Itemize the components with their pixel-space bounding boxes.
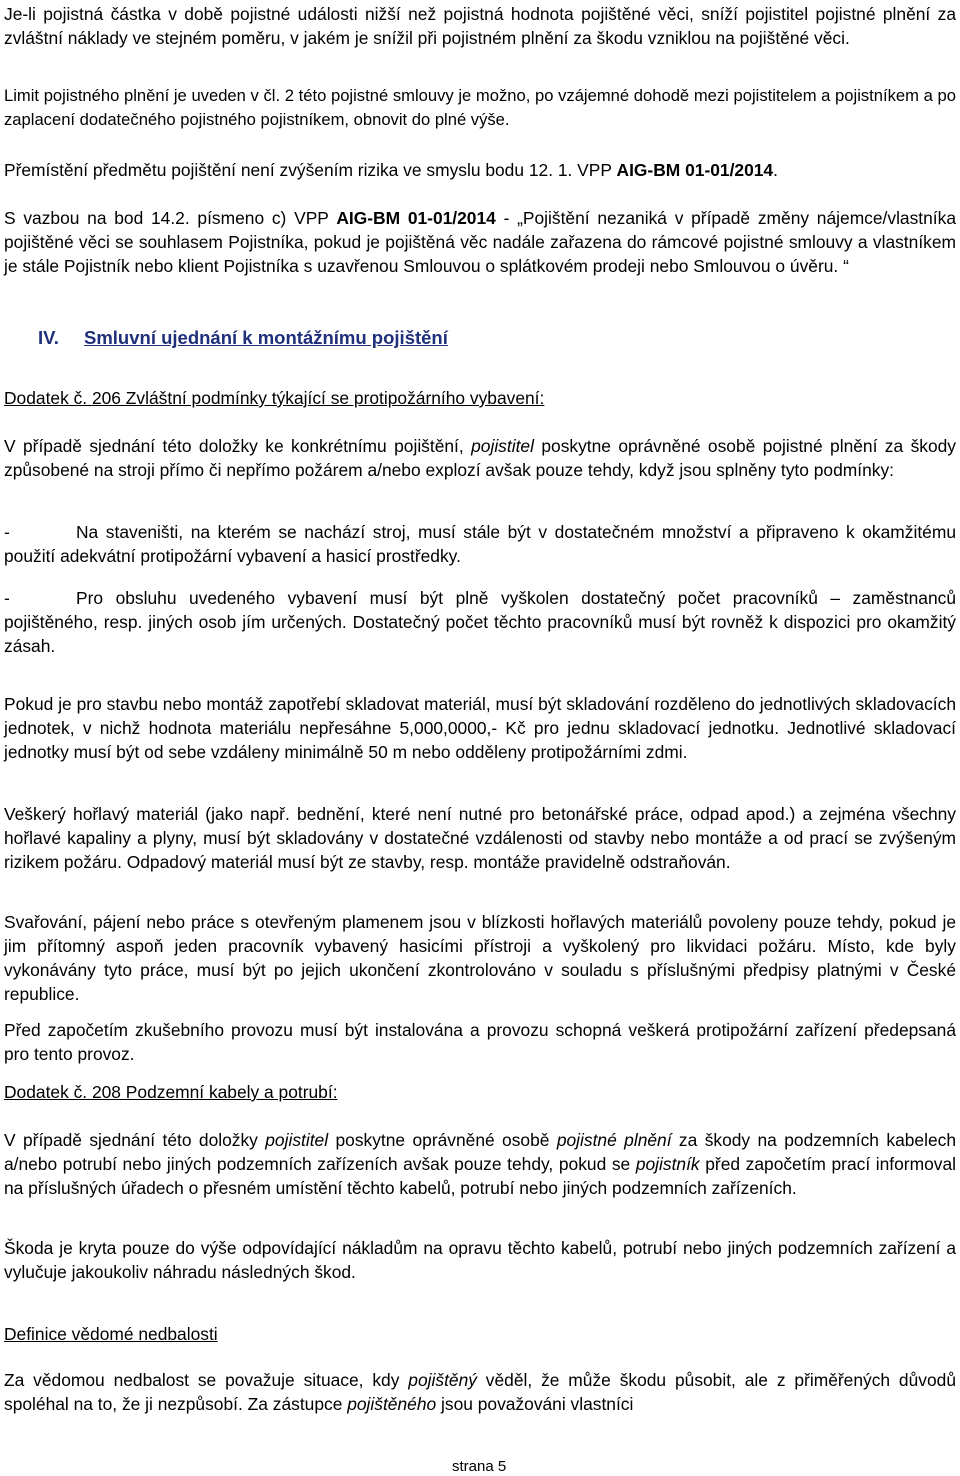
section-heading: [38, 326, 448, 350]
page-number: strana 5: [452, 1458, 507, 1475]
paragraph-test-run: Před započetím zkušebního provozu musí být instalována a provozu schopná veškerá protipožární zařízení předepsaná pro tento provoz.: [4, 1020, 956, 1064]
paragraph-limit: Limit pojistného plnění je uveden v čl. 2 této pojistné smlouvy je možno, po vzájemné dohodě mezi pojistitelem a pojistníkem a po zaplacení dodatečného pojistného pojistníkem, obnovit do plné výše.: [4, 86, 956, 129]
paragraph-relocation: Přemístění předmětu pojištění není zvýšením rizika ve smyslu bodu 12. 1. VPP AIG-BM 01-01/2014.: [4, 160, 778, 180]
paragraph-flammable: Veškerý hořlavý materiál (jako např. bednění, které není nutné pro betonářské práce, odpad apod.) a zejména všechny hořlavé kapaliny a plyny, musí být skladovány v dostatečné vzdálenosti od stavby nebo montáže a od prací se zvýšeným rizikem požáru. Odpadový materiál musí být ze stavby, resp. montáže pravidelně odstraňován.: [4, 804, 956, 872]
addendum-208-paragraph-2: Škoda je kryta pouze do výše odpovídající nákladům na opravu těchto kabelů, potrubí nebo jiných podzemních zařízení a vylučuje jakoukoliv náhradu následných škod.: [4, 1238, 956, 1282]
section-number: IV.: [38, 327, 59, 348]
paragraph-welding: Svařování, pájení nebo práce s otevřeným plamenem jsou v blízkosti hořlavých materiálů povoleny pouze tehdy, pokud je jim přítomný aspoň jeden pracovník vybavený hasicími přístroji a vyškolený pro likvidaci požáru. Místo, kde byly vykonávány tyto práce, musí být po jejich ukončení zkontrolováno v souladu s příslušnými předpisy platnými v České republice.: [4, 912, 956, 1004]
paragraph-sum-insured: Je-li pojistná částka v době pojistné události nižší než pojistná hodnota pojištěné věci, sníží pojistitel pojistné plnění za zvláštní náklady ve stejném poměru, v jakém je snížil při pojistném plnění za škodu vzniklou na pojištěné věci.: [4, 4, 956, 48]
definition-paragraph: Za vědomou nedbalost se považuje situace, kdy pojištěný věděl, že může škodu působit, ale z přiměřených důvodů spoléhal na to, že ji nezpůsobí. Za zástupce pojištěného jsou považováni vlastníci: [4, 1370, 956, 1414]
paragraph-ownership-change: S vazbou na bod 14.2. písmeno c) VPP AIG-BM 01-01/2014 - „Pojištění nezaniká v případě změny nájemce/vlastníka pojištěné věci se souhlasem Pojistníka, pokud je pojištěná věc nadále zařazena do rámcové pojistné smlouvy a vlastníkem je stále Pojistník nebo klient Pojistníka s uzavřenou Smlouvou o splátkovém prodeji nebo Smlouvou o úvěru. “: [4, 208, 957, 276]
addendum-208-paragraph-1: V případě sjednání této doložky pojistitel poskytne oprávněné osobě pojistné plnění za škody na podzemních kabelech a/nebo potrubí nebo jiných podzemních zařízeních avšak pouze tehdy, pokud se pojistník před započetím prací informoval na příslušných úřadech o přesném umístění těchto kabelů, potrubí nebo jiných podzemních zařízeních.: [4, 1130, 956, 1198]
definition-title: Definice vědomé nedbalosti: [4, 1324, 218, 1344]
section-title: Smluvní ujednání k montážnímu pojištění: [84, 327, 448, 348]
condition-item-2: - Pro obsluhu uvedeného vybavení musí být plně vyškolen dostatečný počet pracovníků – zaměstnanců pojištěného, resp. jiných osob jím určených. Dostatečný počet těchto pracovníků musí být rovněž k dispozici pro okamžitý zásah.: [4, 588, 956, 656]
paragraph-storage: Pokud je pro stavbu nebo montáž zapotřebí skladovat materiál, musí být skladování rozděleno do jednotlivých skladovacích jednotek, v nichž hodnota materiálu nepřesáhne 5,000,0000,- Kč pro jednu skladovací jednotku. Jednotlivé skladovací jednotky musí být od sebe vzdáleny minimálně 50 m nebo odděleny protipožárními zdmi.: [4, 694, 956, 762]
addendum-208-title: Dodatek č. 208 Podzemní kabely a potrubí:: [4, 1082, 338, 1102]
condition-item-1: - Na staveništi, na kterém se nachází stroj, musí stále být v dostatečném množství a připraveno k okamžitému použití adekvátní protipožární vybavení a hasicí prostředky.: [4, 522, 956, 566]
addendum-206-title: Dodatek č. 206 Zvláštní podmínky týkající se protipožárního vybavení:: [4, 388, 545, 408]
addendum-206-intro: V případě sjednání této doložky ke konkrétnímu pojištění, pojistitel poskytne oprávněné osobě pojistné plnění za škody způsobené na stroji přímo či nepřímo požárem a/nebo explozí avšak pouze tehdy, když jsou splněny tyto podmínky:: [4, 436, 956, 480]
